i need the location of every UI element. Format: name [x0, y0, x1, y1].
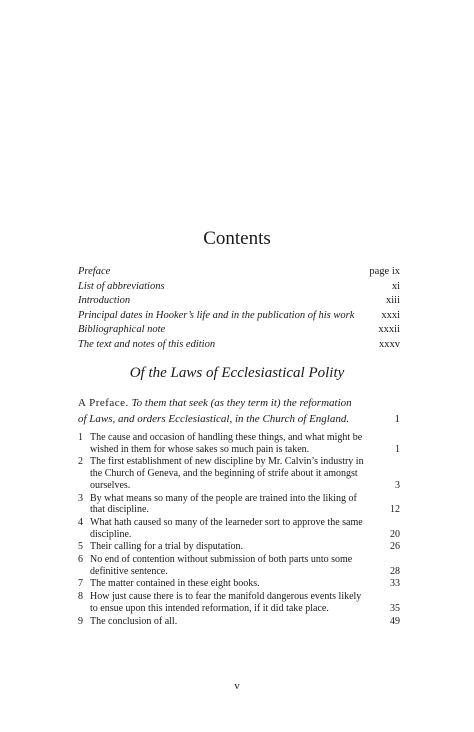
front-matter-label: Preface — [78, 266, 111, 277]
chapter-item — [78, 517, 400, 540]
chapter-number: 7 — [78, 578, 83, 590]
preface-page: 1 — [394, 412, 400, 425]
chapter-text: What hath caused so many of the learneder sort to approve the same discipline. — [90, 516, 363, 540]
preface-lead: A Preface. — [78, 397, 129, 409]
front-matter-page: xxxi — [381, 309, 400, 321]
chapter-list — [78, 432, 400, 628]
preface-line-2 — [78, 412, 400, 428]
chapter-item — [78, 432, 400, 455]
preface-line-2-text: of Laws, and orders Ecclesiastical, in the Church of England. — [78, 412, 350, 425]
front-matter-label: Principal dates in Hooker’s life and in the publication of his work — [78, 309, 355, 321]
page-title: Contents — [203, 228, 271, 249]
chapter-number: 3 — [78, 492, 83, 504]
chapter-item — [78, 616, 400, 628]
chapter-text: No end of contention without submission of both parts unto some definitive sentence. — [90, 554, 353, 577]
chapter-text: Their calling for a trial by disputation. — [90, 541, 244, 553]
front-matter-page: xxxv — [379, 338, 400, 350]
chapter-item — [78, 578, 400, 590]
chapter-item — [78, 493, 400, 516]
front-matter-item — [78, 309, 400, 324]
chapter-text: The conclusion of all. — [90, 615, 178, 627]
chapter-page: 1 — [395, 443, 400, 455]
chapter-number: 8 — [78, 591, 83, 603]
chapter-number: 1 — [78, 432, 83, 443]
chapter-item — [78, 541, 400, 553]
preface-line-1 — [78, 396, 400, 412]
front-matter-item — [78, 338, 400, 353]
front-matter-label: Introduction — [78, 295, 131, 307]
chapter-item — [78, 591, 400, 614]
chapter-number: 6 — [78, 554, 83, 566]
chapter-page: 28 — [390, 565, 400, 577]
front-matter-item — [78, 265, 400, 280]
chapter-item — [78, 456, 400, 491]
chapter-text: By what means so many of the people are trained into the liking of that discipline. — [90, 492, 357, 516]
front-matter-label: The text and notes of this edition — [78, 338, 216, 350]
front-matter-item — [78, 323, 400, 338]
chapter-page: 20 — [390, 528, 400, 540]
front-matter-page: xxxii — [378, 324, 400, 336]
chapter-text: The matter contained in these eight books. — [90, 578, 260, 590]
front-matter-item — [78, 280, 400, 295]
chapter-text: The first establishment of new discipline by Mr. Calvin’s industry in the Church of Geneva, and the beginning of strife about it amongst ourselves. — [90, 456, 364, 491]
chapter-number: 2 — [78, 456, 83, 468]
chapter-number: 4 — [78, 516, 83, 528]
work-title: Of the Laws of Ecclesiastical Polity — [129, 365, 345, 381]
page-number: v — [234, 680, 240, 692]
chapter-page: 26 — [390, 541, 400, 553]
chapter-page: 3 — [395, 479, 400, 491]
front-matter-item — [78, 294, 400, 309]
chapter-number: 9 — [78, 615, 83, 627]
chapter-text: The cause and occasion of handling these things, and what might be wished in them for whose sakes so much pain is taken. — [90, 432, 363, 455]
preface-line-1-text: To them that seek (as they term it) the reformation — [131, 397, 352, 409]
front-matter-label: List of abbreviations — [78, 280, 165, 292]
front-matter-page: xi — [391, 280, 400, 292]
chapter-item — [78, 554, 400, 577]
preface-entry — [78, 396, 400, 427]
chapter-page: 35 — [390, 602, 400, 614]
chapter-number: 5 — [78, 541, 83, 553]
chapter-text: How just cause there is to fear the manifold dangerous events likely to ensue upon this intended reformation, if it did take place. — [90, 591, 362, 614]
front-matter-list — [78, 265, 400, 353]
chapter-page: 12 — [390, 504, 400, 516]
chapter-page: 49 — [390, 615, 400, 627]
front-matter-page: page ix — [369, 266, 400, 277]
chapter-page: 33 — [390, 578, 400, 590]
front-matter-page: xiii — [385, 295, 400, 307]
front-matter-label: Bibliographical note — [78, 324, 166, 336]
